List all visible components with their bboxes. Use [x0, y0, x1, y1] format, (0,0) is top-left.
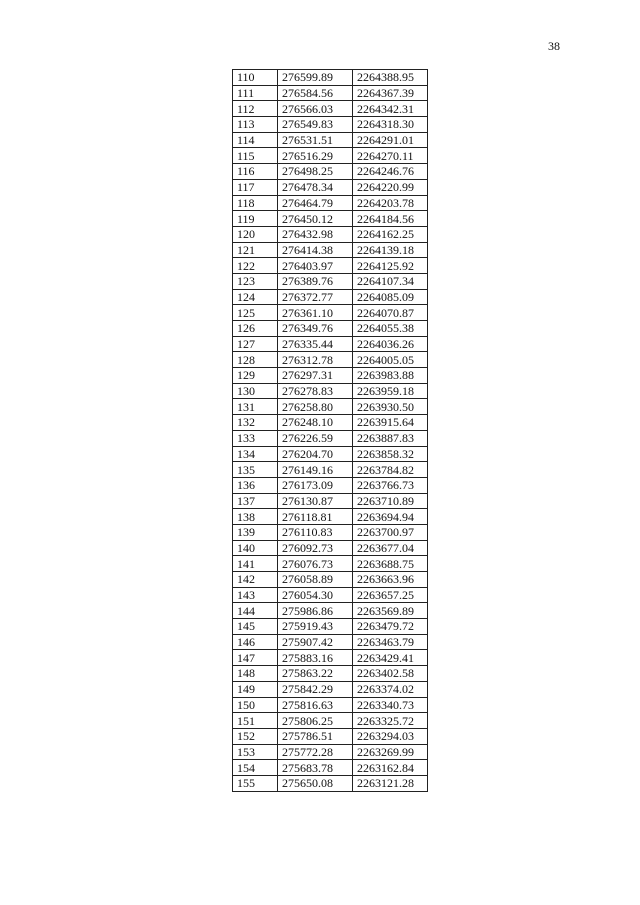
y-coordinate-cell: 2263766.73	[353, 477, 428, 493]
x-coordinate-cell: 276204.70	[278, 446, 353, 462]
table-row	[233, 383, 428, 399]
x-coordinate-cell: 276076.73	[278, 556, 353, 572]
point-number-cell: 113	[233, 117, 278, 133]
table-body	[233, 70, 428, 792]
x-coordinate-cell: 275919.43	[278, 619, 353, 635]
point-number-cell: 140	[233, 540, 278, 556]
y-coordinate-cell: 2263162.84	[353, 760, 428, 776]
point-number-cell: 147	[233, 650, 278, 666]
y-coordinate-cell: 2264367.39	[353, 85, 428, 101]
y-coordinate-cell: 2263374.02	[353, 681, 428, 697]
y-coordinate-cell: 2263784.82	[353, 462, 428, 478]
point-number-cell: 120	[233, 226, 278, 242]
page-number: 38	[548, 39, 560, 53]
point-number-cell: 135	[233, 462, 278, 478]
y-coordinate-cell: 2264270.11	[353, 148, 428, 164]
point-number-cell: 118	[233, 195, 278, 211]
x-coordinate-cell: 275650.08	[278, 775, 353, 791]
y-coordinate-cell: 2263677.04	[353, 540, 428, 556]
table-row	[233, 650, 428, 666]
y-coordinate-cell: 2264070.87	[353, 305, 428, 321]
x-coordinate-cell: 276312.78	[278, 352, 353, 368]
x-coordinate-cell: 276531.51	[278, 132, 353, 148]
y-coordinate-cell: 2264055.38	[353, 321, 428, 337]
x-coordinate-cell: 276058.89	[278, 572, 353, 588]
y-coordinate-cell: 2263700.97	[353, 524, 428, 540]
point-number-cell: 115	[233, 148, 278, 164]
y-coordinate-cell: 2263959.18	[353, 383, 428, 399]
point-number-cell: 144	[233, 603, 278, 619]
coordinates-table	[232, 69, 428, 792]
table-row	[233, 556, 428, 572]
point-number-cell: 153	[233, 744, 278, 760]
y-coordinate-cell: 2264005.05	[353, 352, 428, 368]
table-row	[233, 305, 428, 321]
y-coordinate-cell: 2264318.30	[353, 117, 428, 133]
table-row	[233, 211, 428, 227]
x-coordinate-cell: 276349.76	[278, 321, 353, 337]
y-coordinate-cell: 2263402.58	[353, 666, 428, 682]
y-coordinate-cell: 2263294.03	[353, 728, 428, 744]
y-coordinate-cell: 2264291.01	[353, 132, 428, 148]
table-row	[233, 415, 428, 431]
y-coordinate-cell: 2264085.09	[353, 289, 428, 305]
x-coordinate-cell: 275907.42	[278, 634, 353, 650]
table-row	[233, 148, 428, 164]
point-number-cell: 112	[233, 101, 278, 117]
y-coordinate-cell: 2263429.41	[353, 650, 428, 666]
table-row	[233, 446, 428, 462]
table-row	[233, 477, 428, 493]
x-coordinate-cell: 276278.83	[278, 383, 353, 399]
y-coordinate-cell: 2264139.18	[353, 242, 428, 258]
point-number-cell: 138	[233, 509, 278, 525]
y-coordinate-cell: 2264162.25	[353, 226, 428, 242]
y-coordinate-cell: 2263325.72	[353, 713, 428, 729]
table-row	[233, 226, 428, 242]
table-row	[233, 587, 428, 603]
x-coordinate-cell: 276464.79	[278, 195, 353, 211]
point-number-cell: 145	[233, 619, 278, 635]
table-row	[233, 509, 428, 525]
table-row	[233, 619, 428, 635]
point-number-cell: 114	[233, 132, 278, 148]
y-coordinate-cell: 2264220.99	[353, 179, 428, 195]
table-row	[233, 697, 428, 713]
point-number-cell: 155	[233, 775, 278, 791]
y-coordinate-cell: 2263930.50	[353, 399, 428, 415]
x-coordinate-cell: 276478.34	[278, 179, 353, 195]
table-row	[233, 399, 428, 415]
x-coordinate-cell: 276110.83	[278, 524, 353, 540]
y-coordinate-cell: 2264342.31	[353, 101, 428, 117]
point-number-cell: 134	[233, 446, 278, 462]
table-row	[233, 368, 428, 384]
point-number-cell: 152	[233, 728, 278, 744]
x-coordinate-cell: 276549.83	[278, 117, 353, 133]
x-coordinate-cell: 276248.10	[278, 415, 353, 431]
table-row	[233, 713, 428, 729]
point-number-cell: 150	[233, 697, 278, 713]
x-coordinate-cell: 276118.81	[278, 509, 353, 525]
point-number-cell: 117	[233, 179, 278, 195]
x-coordinate-cell: 275863.22	[278, 666, 353, 682]
y-coordinate-cell: 2263340.73	[353, 697, 428, 713]
x-coordinate-cell: 276054.30	[278, 587, 353, 603]
point-number-cell: 128	[233, 352, 278, 368]
table-row	[233, 462, 428, 478]
table-row	[233, 572, 428, 588]
y-coordinate-cell: 2264246.76	[353, 164, 428, 180]
x-coordinate-cell: 276498.25	[278, 164, 353, 180]
point-number-cell: 123	[233, 273, 278, 289]
y-coordinate-cell: 2263463.79	[353, 634, 428, 650]
point-number-cell: 125	[233, 305, 278, 321]
x-coordinate-cell: 276092.73	[278, 540, 353, 556]
y-coordinate-cell: 2263657.25	[353, 587, 428, 603]
y-coordinate-cell: 2264184.56	[353, 211, 428, 227]
y-coordinate-cell: 2264036.26	[353, 336, 428, 352]
point-number-cell: 122	[233, 258, 278, 274]
point-number-cell: 149	[233, 681, 278, 697]
point-number-cell: 142	[233, 572, 278, 588]
table-row	[233, 493, 428, 509]
x-coordinate-cell: 275786.51	[278, 728, 353, 744]
x-coordinate-cell: 276432.98	[278, 226, 353, 242]
point-number-cell: 119	[233, 211, 278, 227]
x-coordinate-cell: 276297.31	[278, 368, 353, 384]
point-number-cell: 131	[233, 399, 278, 415]
x-coordinate-cell: 276450.12	[278, 211, 353, 227]
x-coordinate-cell: 276361.10	[278, 305, 353, 321]
point-number-cell: 127	[233, 336, 278, 352]
y-coordinate-cell: 2263694.94	[353, 509, 428, 525]
point-number-cell: 130	[233, 383, 278, 399]
x-coordinate-cell: 276335.44	[278, 336, 353, 352]
table-row	[233, 681, 428, 697]
x-coordinate-cell: 275683.78	[278, 760, 353, 776]
point-number-cell: 124	[233, 289, 278, 305]
point-number-cell: 133	[233, 430, 278, 446]
x-coordinate-cell: 276584.56	[278, 85, 353, 101]
table-row	[233, 289, 428, 305]
table-row	[233, 352, 428, 368]
y-coordinate-cell: 2263915.64	[353, 415, 428, 431]
x-coordinate-cell: 275883.16	[278, 650, 353, 666]
y-coordinate-cell: 2264107.34	[353, 273, 428, 289]
point-number-cell: 148	[233, 666, 278, 682]
x-coordinate-cell: 276414.38	[278, 242, 353, 258]
y-coordinate-cell: 2264203.78	[353, 195, 428, 211]
y-coordinate-cell: 2264388.95	[353, 70, 428, 86]
x-coordinate-cell: 275986.86	[278, 603, 353, 619]
table-row	[233, 85, 428, 101]
point-number-cell: 136	[233, 477, 278, 493]
x-coordinate-cell: 275806.25	[278, 713, 353, 729]
y-coordinate-cell: 2263688.75	[353, 556, 428, 572]
y-coordinate-cell: 2264125.92	[353, 258, 428, 274]
table-row	[233, 603, 428, 619]
table-row	[233, 321, 428, 337]
point-number-cell: 154	[233, 760, 278, 776]
x-coordinate-cell: 276149.16	[278, 462, 353, 478]
table-row	[233, 70, 428, 86]
point-number-cell: 141	[233, 556, 278, 572]
table-row	[233, 101, 428, 117]
table-row	[233, 430, 428, 446]
x-coordinate-cell: 276226.59	[278, 430, 353, 446]
table-row	[233, 336, 428, 352]
y-coordinate-cell: 2263479.72	[353, 619, 428, 635]
y-coordinate-cell: 2263858.32	[353, 446, 428, 462]
point-number-cell: 139	[233, 524, 278, 540]
x-coordinate-cell: 276389.76	[278, 273, 353, 289]
x-coordinate-cell: 276173.09	[278, 477, 353, 493]
point-number-cell: 121	[233, 242, 278, 258]
x-coordinate-cell: 276566.03	[278, 101, 353, 117]
table-row	[233, 273, 428, 289]
table-row	[233, 666, 428, 682]
x-coordinate-cell: 276403.97	[278, 258, 353, 274]
y-coordinate-cell: 2263887.83	[353, 430, 428, 446]
x-coordinate-cell: 276516.29	[278, 148, 353, 164]
x-coordinate-cell: 275816.63	[278, 697, 353, 713]
coordinates-table-container	[232, 69, 428, 792]
point-number-cell: 116	[233, 164, 278, 180]
y-coordinate-cell: 2263710.89	[353, 493, 428, 509]
x-coordinate-cell: 276372.77	[278, 289, 353, 305]
point-number-cell: 132	[233, 415, 278, 431]
point-number-cell: 110	[233, 70, 278, 86]
table-row	[233, 744, 428, 760]
x-coordinate-cell: 275842.29	[278, 681, 353, 697]
table-row	[233, 760, 428, 776]
y-coordinate-cell: 2263983.88	[353, 368, 428, 384]
table-row	[233, 728, 428, 744]
table-row	[233, 164, 428, 180]
table-row	[233, 242, 428, 258]
point-number-cell: 126	[233, 321, 278, 337]
y-coordinate-cell: 2263269.99	[353, 744, 428, 760]
x-coordinate-cell: 276130.87	[278, 493, 353, 509]
y-coordinate-cell: 2263663.96	[353, 572, 428, 588]
point-number-cell: 111	[233, 85, 278, 101]
x-coordinate-cell: 275772.28	[278, 744, 353, 760]
y-coordinate-cell: 2263121.28	[353, 775, 428, 791]
point-number-cell: 129	[233, 368, 278, 384]
point-number-cell: 137	[233, 493, 278, 509]
table-row	[233, 195, 428, 211]
table-row	[233, 540, 428, 556]
table-row	[233, 634, 428, 650]
table-row	[233, 258, 428, 274]
x-coordinate-cell: 276599.89	[278, 70, 353, 86]
point-number-cell: 143	[233, 587, 278, 603]
point-number-cell: 146	[233, 634, 278, 650]
table-row	[233, 524, 428, 540]
table-row	[233, 117, 428, 133]
point-number-cell: 151	[233, 713, 278, 729]
x-coordinate-cell: 276258.80	[278, 399, 353, 415]
table-row	[233, 132, 428, 148]
y-coordinate-cell: 2263569.89	[353, 603, 428, 619]
table-row	[233, 775, 428, 791]
table-row	[233, 179, 428, 195]
